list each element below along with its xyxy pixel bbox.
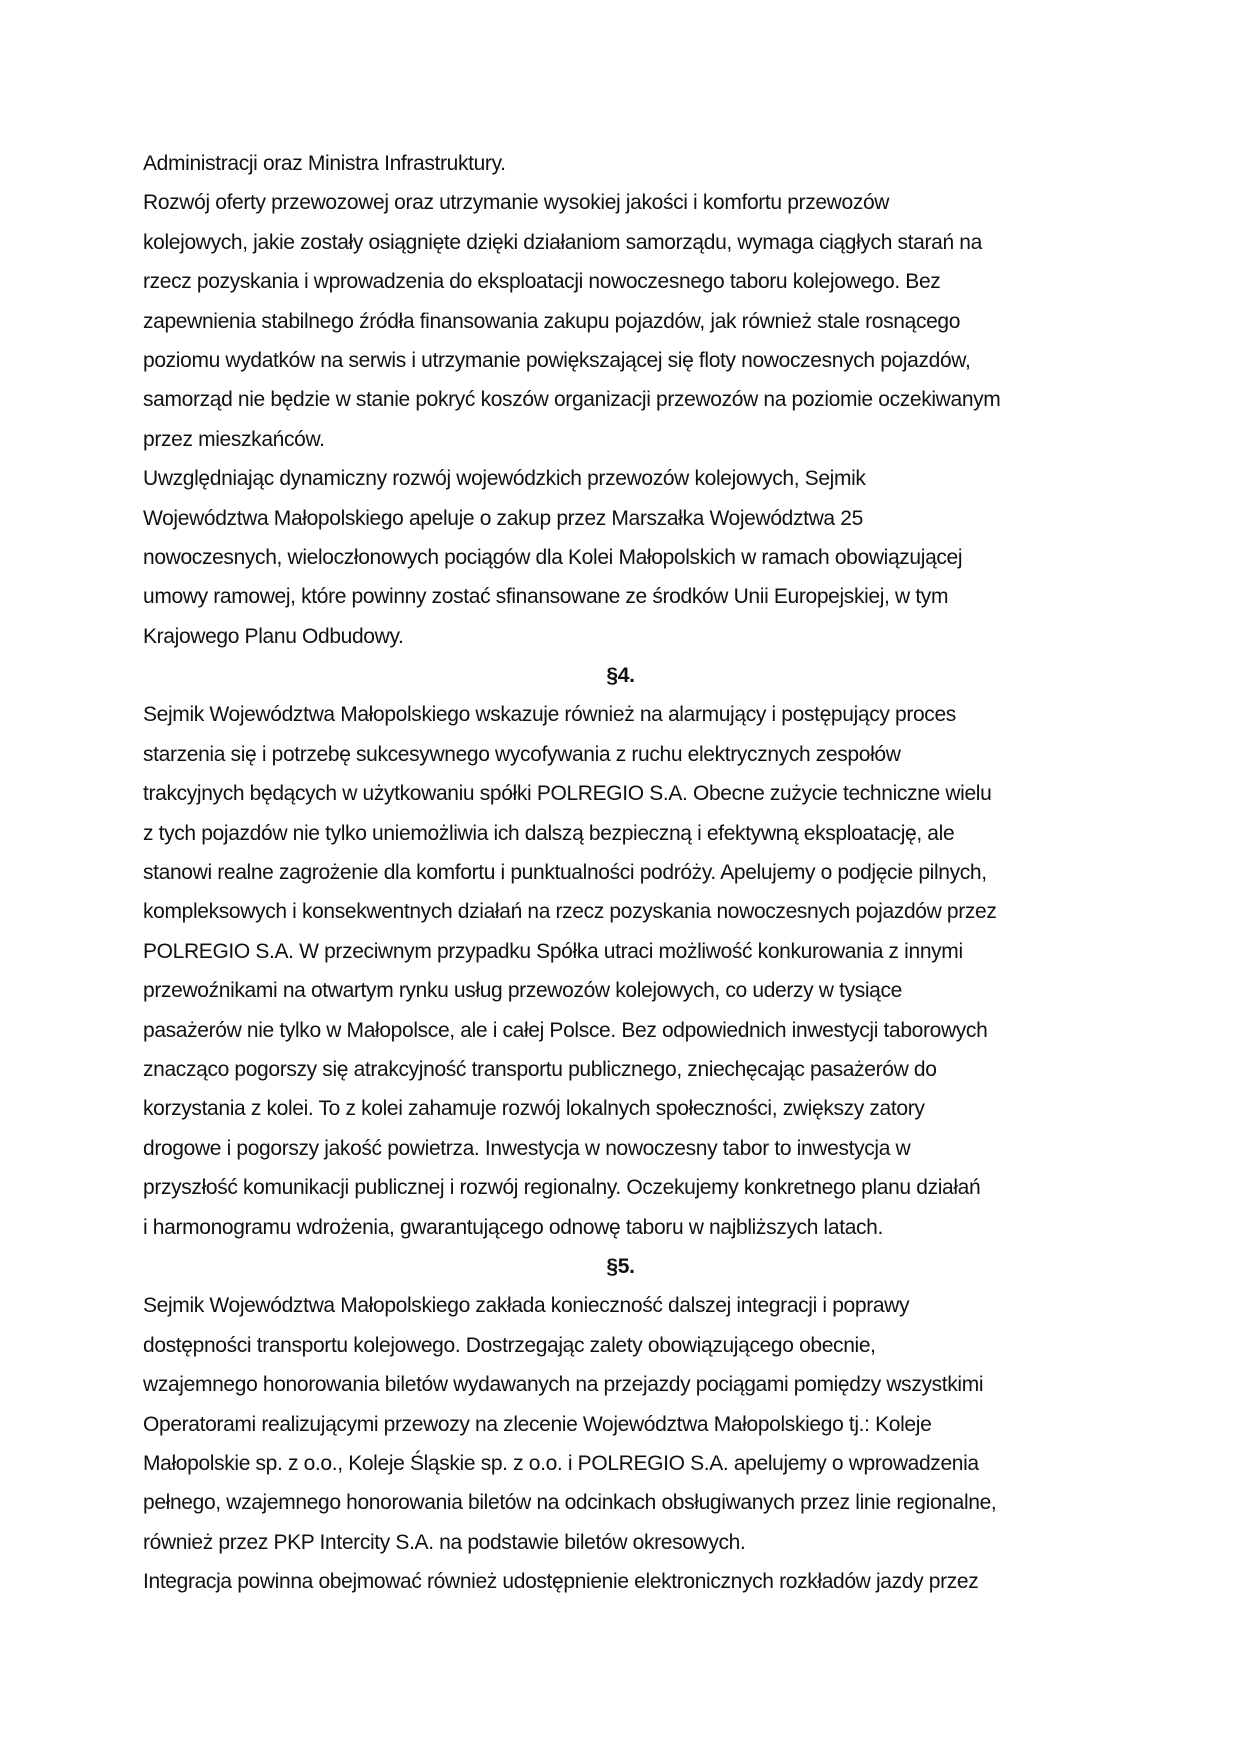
text-line: umowy ramowej, które powinny zostać sfinansowane ze środków Unii Europejskiej, w tym bbox=[143, 585, 949, 609]
text-line: korzystania z kolei. To z kolei zahamuje rozwój lokalnych społeczności, zwiększy zatory bbox=[143, 1097, 925, 1121]
text-line: przyszłość komunikacji publicznej i rozwój regionalny. Oczekujemy konkretnego planu działań bbox=[143, 1176, 981, 1200]
text-line: z tych pojazdów nie tylko uniemożliwia ich dalszą bezpieczną i efektywną eksploatację, ale bbox=[143, 821, 955, 845]
text-line: wzajemnego honorowania biletów wydawanych na przejazdy pociągami pomiędzy wszystkimi bbox=[143, 1373, 984, 1397]
paragraph bbox=[143, 1562, 1098, 1601]
section-heading: §5. bbox=[606, 1254, 635, 1278]
text-line: Krajowego Planu Odbudowy. bbox=[143, 624, 404, 648]
text-line: drogowe i pogorszy jakość powietrza. Inwestycja w nowoczesny tabor to inwestycja w bbox=[143, 1136, 911, 1160]
document-page bbox=[143, 144, 1098, 1601]
text-line: rzecz pozyskania i wprowadzenia do eksploatacji nowoczesnego taboru kolejowego. Bez bbox=[143, 270, 941, 294]
paragraph bbox=[143, 1286, 1098, 1562]
text-line: znacząco pogorszy się atrakcyjność transportu publicznego, zniechęcając pasażerów do bbox=[143, 1057, 937, 1081]
text-line: również przez PKP Intercity S.A. na podstawie biletów okresowych. bbox=[143, 1530, 746, 1554]
text-line: i harmonogramu wdrożenia, gwarantującego odnowę taboru w najbliższych latach. bbox=[143, 1215, 883, 1239]
text-line: pasażerów nie tylko w Małopolsce, ale i całej Polsce. Bez odpowiednich inwestycji taborowych bbox=[143, 1018, 988, 1042]
text-line: dostępności transportu kolejowego. Dostrzegając zalety obowiązującego obecnie, bbox=[143, 1333, 876, 1357]
text-line: kompleksowych i konsekwentnych działań na rzecz pozyskania nowoczesnych pojazdów przez bbox=[143, 900, 997, 924]
text-line: przewoźnikami na otwartym rynku usług przewozów kolejowych, co uderzy w tysiące bbox=[143, 979, 902, 1003]
text-line: pełnego, wzajemnego honorowania biletów na odcinkach obsługiwanych przez linie regionalne, bbox=[143, 1491, 997, 1515]
text-line: POLREGIO S.A. W przeciwnym przypadku Spółka utraci możliwość konkurowania z innymi bbox=[143, 939, 963, 963]
text-line: Uwzględniając dynamiczny rozwój wojewódzkich przewozów kolejowych, Sejmik bbox=[143, 467, 866, 491]
text-line: stanowi realne zagrożenie dla komfortu i punktualności podróży. Apelujemy o podjęcie pilnych, bbox=[143, 861, 987, 885]
text-line: Małopolskie sp. z o.o., Koleje Śląskie sp. z o.o. i POLREGIO S.A. apelujemy o wprowadzenia bbox=[143, 1451, 979, 1475]
text-line: nowoczesnych, wieloczłonowych pociągów dla Kolei Małopolskich w ramach obowiązującej bbox=[143, 545, 963, 569]
paragraph bbox=[143, 695, 1098, 1246]
paragraph bbox=[143, 183, 1098, 459]
section-heading: §4. bbox=[606, 664, 635, 688]
text-line: trakcyjnych będących w użytkowaniu spółki POLREGIO S.A. Obecne zużycie techniczne wielu bbox=[143, 782, 992, 806]
text-line: kolejowych, jakie zostały osiągnięte dzięki działaniom samorządu, wymaga ciągłych starań na bbox=[143, 230, 982, 254]
text-line: Województwa Małopolskiego apeluje o zakup przez Marszałka Województwa 25 bbox=[143, 506, 863, 530]
text-line: Administracji oraz Ministra Infrastruktury. bbox=[143, 152, 506, 175]
text-line: poziomu wydatków na serwis i utrzymanie powiększającej się floty nowoczesnych pojazdów, bbox=[143, 348, 971, 372]
text-line: zapewnienia stabilnego źródła finansowania zakupu pojazdów, jak również stale rosnącego bbox=[143, 309, 961, 333]
text-line: samorząd nie będzie w stanie pokryć koszów organizacji przewozów na poziomie oczekiwanym bbox=[143, 388, 1001, 412]
text-line: Sejmik Województwa Małopolskiego wskazuje również na alarmujący i postępujący proces bbox=[143, 703, 956, 727]
paragraph bbox=[143, 144, 1098, 183]
text-line: Rozwój oferty przewozowej oraz utrzymanie wysokiej jakości i komfortu przewozów bbox=[143, 191, 890, 215]
text-line: starzenia się i potrzebę sukcesywnego wycofywania z ruchu elektrycznych zespołów bbox=[143, 742, 901, 766]
text-line: przez mieszkańców. bbox=[143, 427, 325, 451]
text-line: Integracja powinna obejmować również udostępnienie elektronicznych rozkładów jazdy przez bbox=[143, 1570, 979, 1594]
text-line: Operatorami realizującymi przewozy na zlecenie Województwa Małopolskiego tj.: Koleje bbox=[143, 1412, 932, 1436]
paragraph bbox=[143, 459, 1098, 656]
text-line: Sejmik Województwa Małopolskiego zakłada konieczność dalszej integracji i poprawy bbox=[143, 1294, 910, 1318]
